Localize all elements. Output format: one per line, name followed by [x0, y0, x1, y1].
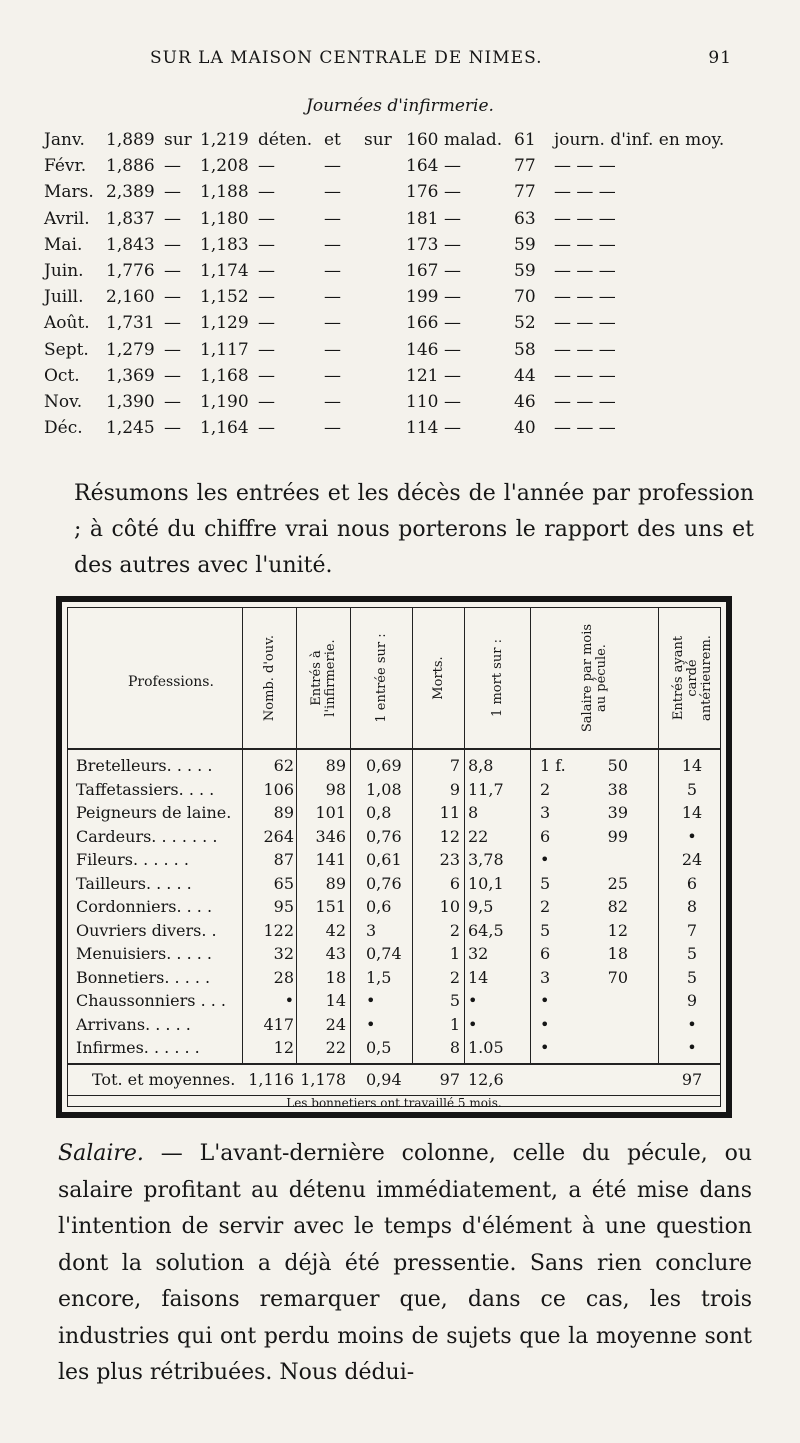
infirmary-cell-month: Déc. [44, 418, 83, 439]
cell-entres: 141 [315, 850, 346, 869]
table-row [68, 827, 720, 849]
cell-morts: 9 [449, 779, 460, 799]
cell-ratio-entree: 0,61 [366, 850, 402, 869]
cell-salaire-fr: 5 [540, 873, 551, 893]
cell-salaire-fr: 3 [540, 803, 551, 822]
infirmary-cell-detenus: 1,776 [106, 260, 155, 281]
cell-anterieurs: 7 [686, 920, 698, 940]
infirmary-cell-pop-label: déten. [258, 130, 313, 150]
table-row [68, 921, 720, 943]
infirmary-cell-month: Janv. [44, 130, 85, 150]
infirmary-cell-mal-label: — [444, 234, 461, 255]
infirmary-cell-jours-label: — — — [554, 313, 616, 334]
cell-ouvriers: 89 [273, 803, 294, 822]
table-header [68, 608, 720, 750]
infirmary-table [44, 130, 744, 444]
cell-ouvriers: 417 [263, 1014, 294, 1034]
infirmary-cell-malades: 181 [406, 208, 439, 229]
salaire-text: — L'avant-dernière colonne, celle du pécule, ou salaire profitant au détenu immédiatement, a été mise dans l'intention de servir avec le temps d'élément à une question dont la solution a déjà été pressentie. Sans rien conclure encore, faisons remarquer que, dans ce cas, les trois industries qui ont perdu moins de sujets que la moyenne sont les plus rétribuées. Nous dédui- [58, 1141, 752, 1385]
running-title: SUR LA MAISON CENTRALE DE NIMES. [150, 48, 543, 68]
cell-morts: 2 [449, 967, 460, 987]
infirmary-row [44, 182, 744, 208]
infirmary-cell-et: — [324, 339, 341, 360]
cell-morts: 10 [439, 897, 460, 916]
header-anterieurs: Entrés ayant cardé antérieurem. [671, 635, 714, 721]
infirmary-cell-et: — [324, 365, 341, 386]
infirmary-cell-sur: — [164, 208, 181, 229]
infirmary-cell-sur: — [164, 234, 181, 255]
infirmary-cell-jours: 77 [514, 156, 536, 177]
professions-table-inner [67, 607, 721, 1110]
cell-anterieurs: • [687, 1038, 697, 1057]
header-col-morts [412, 608, 465, 748]
infirmary-cell-sur: — [164, 260, 181, 281]
infirmary-cell-malades: 160 [406, 130, 439, 150]
cell-ratio-entree: 1,08 [366, 779, 402, 799]
infirmary-cell-month: Août. [44, 313, 90, 334]
infirmary-cell-jours: 61 [514, 130, 536, 150]
infirmary-cell-population: 1,188 [200, 182, 249, 203]
infirmary-cell-mal-label: — [444, 313, 461, 334]
infirmary-cell-mal-label: — [444, 339, 461, 360]
infirmary-cell-detenus: 1,731 [106, 313, 155, 334]
cell-ratio-entree: 3 [366, 920, 377, 940]
infirmary-cell-sur2: sur [364, 130, 392, 150]
cell-salaire-fr: 2 [540, 779, 551, 799]
infirmary-cell-detenus: 1,279 [106, 339, 155, 360]
header-col-salaire [530, 608, 659, 748]
cell-salaire-cts: 18 [607, 944, 628, 963]
cell-entres: 89 [325, 873, 346, 893]
infirmary-cell-jours: 59 [514, 260, 536, 281]
infirmary-cell-pop-label: — [258, 156, 275, 177]
table-row [68, 944, 720, 966]
cell-ouvriers: • [284, 991, 294, 1010]
table-row [68, 991, 720, 1013]
infirmary-cell-sur: — [164, 391, 181, 412]
cell-ratio-mort: • [468, 991, 478, 1010]
cell-anterieurs: 14 [681, 803, 703, 822]
infirmary-cell-jours-label: — — — [554, 365, 616, 386]
infirmary-cell-jours: 59 [514, 234, 536, 255]
cell-morts: 23 [439, 850, 460, 869]
totals-anterieurs: 97 [681, 1070, 703, 1089]
infirmary-cell-population: 1,190 [200, 391, 249, 412]
infirmary-cell-sur: — [164, 339, 181, 360]
infirmary-cell-et: et [324, 130, 341, 150]
infirmary-cell-jours-label: — — — [554, 208, 616, 229]
infirmary-cell-sur: — [164, 365, 181, 386]
cell-anterieurs: 9 [686, 991, 698, 1010]
cell-ratio-mort: 3,78 [468, 850, 504, 869]
infirmary-cell-sur: — [164, 313, 181, 334]
infirmary-cell-et: — [324, 260, 341, 281]
cell-salaire-cts: 82 [607, 897, 628, 916]
infirmary-row [44, 261, 744, 287]
page-number: 91 [708, 48, 732, 68]
infirmary-cell-mal-label: — [444, 208, 461, 229]
cell-salaire-fr: 6 [540, 944, 551, 963]
infirmary-row [44, 235, 744, 261]
header-col-anterieurs [658, 608, 727, 748]
infirmary-row [44, 287, 744, 313]
infirmary-cell-malades: 164 [406, 156, 439, 177]
cell-ouvriers: 95 [273, 897, 294, 916]
cell-entres: 101 [315, 803, 346, 822]
cell-salaire-cts: 38 [607, 779, 628, 799]
cell-ratio-entree: 0,69 [366, 756, 402, 775]
cell-anterieurs: 5 [686, 779, 698, 799]
cell-profession: Peigneurs de laine. [76, 803, 232, 822]
cell-ratio-mort: 32 [468, 944, 489, 963]
cell-ratio-mort: 64,5 [468, 920, 504, 940]
totals-ratio-mort: 12,6 [468, 1070, 504, 1089]
infirmary-row [44, 130, 744, 156]
cell-morts: 11 [439, 803, 460, 822]
cell-anterieurs: 24 [681, 850, 703, 869]
totals-ouvriers: 1,116 [248, 1070, 294, 1089]
infirmary-cell-month: Mai. [44, 234, 83, 255]
infirmary-cell-et: — [324, 208, 341, 229]
cell-anterieurs: • [687, 1014, 697, 1034]
cell-anterieurs: • [687, 826, 697, 846]
infirmary-cell-sur: — [164, 287, 181, 308]
cell-entres: 42 [325, 920, 346, 940]
header-col-ratio-mort [464, 608, 531, 748]
cell-salaire-fr: 2 [540, 897, 551, 916]
cell-entres: 98 [325, 779, 346, 799]
cell-profession: Taffetassiers. . . . [76, 779, 215, 799]
cell-entres: 14 [325, 991, 346, 1010]
cell-ratio-entree: 0,74 [366, 944, 402, 963]
infirmary-cell-jours-label: — — — [554, 234, 616, 255]
infirmary-cell-pop-label: — [258, 182, 275, 203]
infirmary-cell-population: 1,208 [200, 156, 249, 177]
infirmary-cell-mal-label: — [444, 418, 461, 439]
cell-profession: Cardeurs. . . . . . . [76, 826, 218, 846]
infirmary-cell-pop-label: — [258, 418, 275, 439]
infirmary-cell-detenus: 2,160 [106, 287, 155, 308]
infirmary-row [44, 340, 744, 366]
infirmary-cell-population: 1,168 [200, 365, 249, 386]
infirmary-cell-month: Avril. [44, 208, 90, 229]
infirmary-row [44, 313, 744, 339]
cell-ratio-mort: • [468, 1014, 478, 1034]
cell-ratio-mort: 11,7 [468, 779, 504, 799]
infirmary-cell-detenus: 2,389 [106, 182, 155, 203]
cell-profession: Infirmes. . . . . . [76, 1038, 200, 1057]
cell-anterieurs: 5 [686, 967, 698, 987]
cell-profession: Ouvriers divers. . [76, 920, 217, 940]
cell-ouvriers: 87 [273, 850, 294, 869]
cell-salaire-fr: • [540, 991, 550, 1010]
cell-ratio-mort: 1.05 [468, 1038, 504, 1057]
cell-profession: Tailleurs. . . . . [76, 873, 192, 893]
infirmary-cell-jours: 46 [514, 391, 536, 412]
infirmary-cell-month: Nov. [44, 391, 83, 412]
infirmary-cell-et: — [324, 156, 341, 177]
infirmary-cell-malades: 114 [406, 418, 439, 439]
infirmary-cell-jours: 44 [514, 365, 536, 386]
totals-label: Tot. et moyennes. [92, 1070, 236, 1089]
cell-entres: 43 [325, 944, 346, 963]
totals-ratio-entree: 0,94 [366, 1070, 402, 1089]
infirmary-cell-month: Juill. [44, 287, 84, 308]
cell-ratio-entree: 1,5 [366, 967, 392, 987]
cell-entres: 18 [325, 967, 346, 987]
infirmary-cell-population: 1,174 [200, 260, 249, 281]
infirmary-cell-mal-label: — [444, 391, 461, 412]
cell-salaire-cts: 99 [607, 826, 628, 846]
infirmary-cell-pop-label: — [258, 260, 275, 281]
infirmary-cell-jours: 63 [514, 208, 536, 229]
infirmary-cell-population: 1,183 [200, 234, 249, 255]
infirmary-cell-jours: 77 [514, 182, 536, 203]
infirmary-cell-malades: 121 [406, 365, 439, 386]
infirmary-cell-malades: 199 [406, 287, 439, 308]
cell-salaire-fr: • [540, 850, 550, 869]
cell-salaire-fr: • [540, 1038, 550, 1057]
professions-table [56, 596, 732, 1118]
infirmary-cell-population: 1,117 [200, 339, 249, 360]
cell-ratio-entree: 0,6 [366, 897, 392, 916]
infirmary-row [44, 418, 744, 444]
cell-salaire-fr: 6 [540, 826, 551, 846]
cell-salaire-cts: 12 [607, 920, 628, 940]
cell-profession: Chaussonniers . . . [76, 991, 227, 1010]
infirmary-cell-et: — [324, 418, 341, 439]
cell-salaire-fr: 1 f. [540, 756, 566, 775]
infirmary-cell-pop-label: — [258, 391, 275, 412]
paragraph-salaire [58, 1136, 752, 1392]
cell-ouvriers: 122 [263, 920, 294, 940]
cell-profession: Menuisiers. . . . . [76, 944, 213, 963]
totals-row [68, 1063, 720, 1096]
infirmary-cell-jours: 40 [514, 418, 536, 439]
cell-ratio-entree: 0,76 [366, 873, 402, 893]
infirmary-cell-mal-label: — [444, 182, 461, 203]
header-ouvriers: Nomb. d'ouv. [262, 634, 277, 722]
cell-anterieurs: 6 [686, 873, 698, 893]
infirmary-cell-jours-label: — — — [554, 156, 616, 177]
infirmary-cell-pop-label: — [258, 287, 275, 308]
cell-ratio-entree: • [366, 1014, 376, 1034]
header-salaire: Salaire par mois au pécule. [580, 623, 609, 733]
infirmary-cell-detenus: 1,390 [106, 391, 155, 412]
infirmary-title: Journées d'infirmerie. [306, 96, 494, 116]
table-row [68, 756, 720, 778]
totals-morts: 97 [439, 1070, 460, 1089]
header-col-ouvriers [242, 608, 297, 748]
infirmary-cell-jours-label: — — — [554, 391, 616, 412]
cell-ouvriers: 264 [263, 826, 294, 846]
cell-entres: 89 [325, 756, 346, 775]
infirmary-cell-jours-label: — — — [554, 182, 616, 203]
infirmary-cell-malades: 176 [406, 182, 439, 203]
cell-ratio-mort: 8,8 [468, 756, 494, 775]
infirmary-cell-pop-label: — [258, 339, 275, 360]
header-ratio-mort: 1 mort sur : [490, 639, 505, 717]
cell-salaire-fr: • [540, 1014, 550, 1034]
infirmary-cell-jours-label: — — — [554, 418, 616, 439]
infirmary-cell-pop-label: — [258, 234, 275, 255]
table-note: Les bonnetiers ont travaillé 5 mois. [286, 1096, 502, 1110]
cell-ouvriers: 32 [273, 944, 294, 963]
cell-ratio-mort: 14 [468, 967, 489, 987]
cell-salaire-cts: 25 [607, 873, 628, 893]
cell-morts: 6 [449, 873, 460, 893]
cell-ratio-entree: 0,76 [366, 826, 402, 846]
infirmary-cell-sur: — [164, 182, 181, 203]
cell-anterieurs: 14 [681, 756, 703, 775]
infirmary-cell-detenus: 1,369 [106, 365, 155, 386]
cell-salaire-cts: 39 [607, 803, 628, 822]
header-professions: Professions. [128, 674, 214, 690]
salaire-lead: Salaire. [58, 1141, 144, 1166]
infirmary-cell-pop-label: — [258, 313, 275, 334]
infirmary-cell-mal-label: — [444, 365, 461, 386]
table-row [68, 874, 720, 896]
infirmary-cell-malades: 146 [406, 339, 439, 360]
cell-salaire-fr: 3 [540, 967, 551, 987]
paragraph-summary: Résumons les entrées et les décès de l'année par profession ; à côté du chiffre vrai nous porterons le rapport des uns et des autres avec l'unité. [74, 481, 754, 578]
cell-ratio-mort: 9,5 [468, 897, 494, 916]
infirmary-cell-detenus: 1,837 [106, 208, 155, 229]
infirmary-cell-sur: sur [164, 130, 192, 150]
infirmary-cell-sur: — [164, 156, 181, 177]
table-row [68, 1015, 720, 1037]
infirmary-cell-detenus: 1,886 [106, 156, 155, 177]
infirmary-cell-detenus: 1,843 [106, 234, 155, 255]
cell-profession: Cordonniers. . . . [76, 897, 213, 916]
infirmary-cell-mal-label: — [444, 156, 461, 177]
infirmary-cell-month: Juin. [44, 260, 84, 281]
infirmary-cell-population: 1,164 [200, 418, 249, 439]
table-row [68, 780, 720, 802]
infirmary-cell-et: — [324, 391, 341, 412]
cell-profession: Fileurs. . . . . . [76, 850, 189, 869]
infirmary-cell-et: — [324, 287, 341, 308]
cell-ratio-entree: 0,8 [366, 803, 392, 822]
infirmary-cell-month: Mars. [44, 182, 94, 203]
infirmary-cell-mal-label: — [444, 287, 461, 308]
infirmary-cell-jours: 70 [514, 287, 536, 308]
cell-salaire-cts: 50 [607, 756, 628, 775]
cell-morts: 1 [449, 1014, 460, 1034]
infirmary-cell-detenus: 1,889 [106, 130, 155, 150]
cell-entres: 151 [315, 897, 346, 916]
cell-profession: Bonnetiers. . . . . [76, 967, 211, 987]
cell-morts: 2 [449, 920, 460, 940]
cell-morts: 5 [449, 991, 460, 1010]
cell-ouvriers: 65 [273, 873, 294, 893]
header-morts: Morts. [431, 656, 446, 700]
infirmary-row [44, 156, 744, 182]
infirmary-cell-pop-label: — [258, 365, 275, 386]
infirmary-cell-month: Févr. [44, 156, 87, 177]
infirmary-cell-sur: — [164, 418, 181, 439]
infirmary-cell-malades: 173 [406, 234, 439, 255]
cell-profession: Arrivans. . . . . [76, 1014, 191, 1034]
infirmary-cell-mal-label: — [444, 260, 461, 281]
cell-salaire-cts: 70 [607, 967, 628, 987]
infirmary-cell-population: 1,129 [200, 313, 249, 334]
infirmary-cell-mal-label: malad. [444, 130, 503, 150]
cell-ratio-mort: 8 [468, 803, 479, 822]
table-row [68, 968, 720, 990]
cell-ouvriers: 106 [263, 779, 294, 799]
infirmary-cell-malades: 166 [406, 313, 439, 334]
infirmary-cell-jours: 58 [514, 339, 536, 360]
cell-ratio-mort: 22 [468, 826, 489, 846]
cell-morts: 12 [439, 826, 460, 846]
infirmary-cell-detenus: 1,245 [106, 418, 155, 439]
table-row [68, 897, 720, 919]
infirmary-cell-jours-label: journ. d'inf. en moy. [554, 130, 725, 150]
infirmary-cell-population: 1,180 [200, 208, 249, 229]
infirmary-row [44, 392, 744, 418]
cell-morts: 7 [449, 756, 460, 775]
header-entres: Entrés à l'infirmerie. [309, 639, 338, 717]
infirmary-cell-month: Oct. [44, 365, 80, 386]
infirmary-cell-malades: 167 [406, 260, 439, 281]
header-col-entres [296, 608, 351, 748]
cell-ratio-entree: 0,5 [366, 1038, 392, 1057]
cell-anterieurs: 5 [686, 944, 698, 963]
cell-morts: 8 [449, 1038, 460, 1057]
infirmary-cell-et: — [324, 182, 341, 203]
totals-entres: 1,178 [300, 1070, 346, 1089]
infirmary-cell-jours-label: — — — [554, 287, 616, 308]
cell-ratio-mort: 10,1 [468, 873, 504, 893]
cell-entres: 346 [315, 826, 346, 846]
cell-anterieurs: 8 [686, 897, 698, 916]
header-ratio-entree: 1 entrée sur : [374, 633, 389, 723]
infirmary-cell-jours-label: — — — [554, 260, 616, 281]
cell-morts: 1 [449, 944, 460, 963]
cell-ouvriers: 28 [273, 967, 294, 987]
infirmary-row [44, 209, 744, 235]
infirmary-cell-population: 1,152 [200, 287, 249, 308]
infirmary-row [44, 366, 744, 392]
table-row [68, 1038, 720, 1060]
infirmary-cell-pop-label: — [258, 208, 275, 229]
cell-entres: 22 [325, 1038, 346, 1057]
cell-entres: 24 [325, 1014, 346, 1034]
cell-ratio-entree: • [366, 991, 376, 1010]
cell-ouvriers: 62 [273, 756, 294, 775]
cell-ouvriers: 12 [273, 1038, 294, 1057]
cell-profession: Bretelleurs. . . . . [76, 756, 213, 775]
table-row [68, 850, 720, 872]
infirmary-cell-et: — [324, 313, 341, 334]
infirmary-cell-population: 1,219 [200, 130, 249, 150]
infirmary-cell-month: Sept. [44, 339, 89, 360]
table-row [68, 803, 720, 825]
header-col-ratio-entree [350, 608, 413, 748]
infirmary-cell-jours-label: — — — [554, 339, 616, 360]
cell-salaire-fr: 5 [540, 920, 551, 940]
infirmary-cell-et: — [324, 234, 341, 255]
infirmary-cell-malades: 110 [406, 391, 439, 412]
infirmary-cell-jours: 52 [514, 313, 536, 334]
